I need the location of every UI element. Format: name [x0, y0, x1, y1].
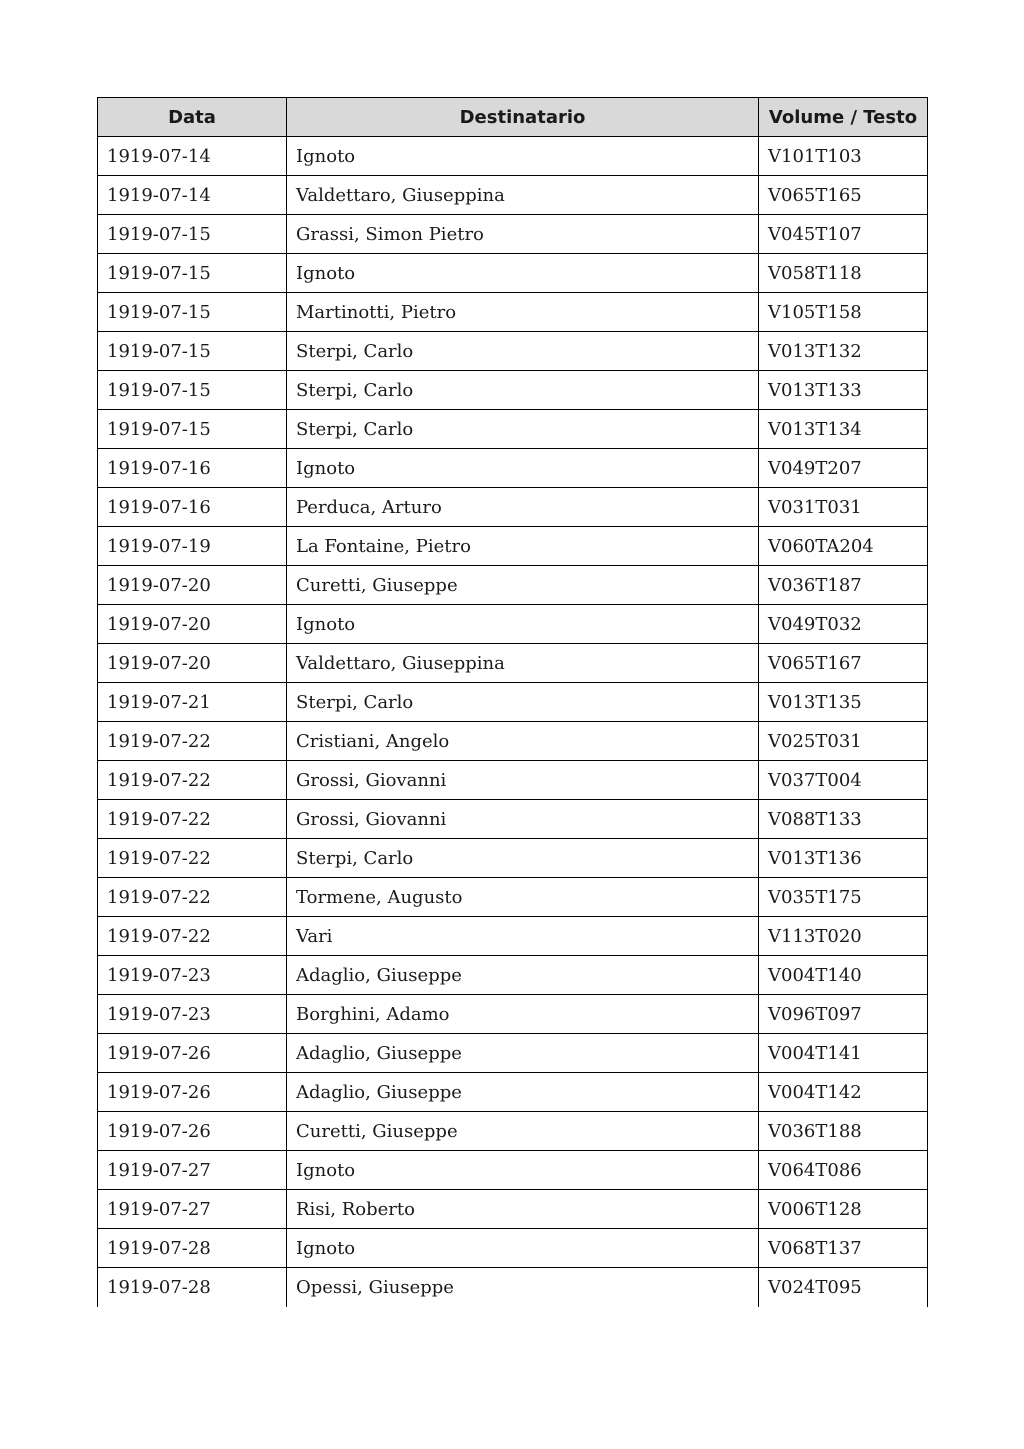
cell-volume-text: V036T187: [759, 566, 928, 605]
cell-recipient: Ignoto: [287, 1151, 759, 1190]
cell-volume-text: V045T107: [759, 215, 928, 254]
cell-volume-text: V013T135: [759, 683, 928, 722]
letters-table-container: [97, 97, 927, 1307]
table-row: [98, 839, 928, 878]
cell-recipient: Grossi, Giovanni: [287, 800, 759, 839]
table-row: [98, 254, 928, 293]
cell-volume-text: V105T158: [759, 293, 928, 332]
table-row: [98, 1073, 928, 1112]
cell-volume-text: V088T133: [759, 800, 928, 839]
cell-volume-text: V065T165: [759, 176, 928, 215]
cell-date: 1919-07-22: [98, 839, 287, 878]
cell-recipient: Ignoto: [287, 1229, 759, 1268]
cell-date: 1919-07-28: [98, 1268, 287, 1307]
table-row: [98, 761, 928, 800]
cell-recipient: Sterpi, Carlo: [287, 839, 759, 878]
cell-date: 1919-07-16: [98, 449, 287, 488]
cell-date: 1919-07-22: [98, 917, 287, 956]
table-row: [98, 956, 928, 995]
cell-date: 1919-07-14: [98, 176, 287, 215]
cell-volume-text: V024T095: [759, 1268, 928, 1307]
table-row: [98, 215, 928, 254]
table-row: [98, 1112, 928, 1151]
cell-volume-text: V035T175: [759, 878, 928, 917]
cell-volume-text: V060TA204: [759, 527, 928, 566]
cell-recipient: Ignoto: [287, 605, 759, 644]
cell-recipient: Borghini, Adamo: [287, 995, 759, 1034]
table-row: [98, 605, 928, 644]
cell-volume-text: V004T140: [759, 956, 928, 995]
cell-recipient: Curetti, Giuseppe: [287, 566, 759, 605]
cell-volume-text: V013T133: [759, 371, 928, 410]
cell-date: 1919-07-20: [98, 644, 287, 683]
cell-recipient: Perduca, Arturo: [287, 488, 759, 527]
cell-volume-text: V037T004: [759, 761, 928, 800]
letters-table: [97, 97, 928, 1307]
table-row: [98, 644, 928, 683]
cell-recipient: Sterpi, Carlo: [287, 371, 759, 410]
table-row: [98, 878, 928, 917]
table-row: [98, 176, 928, 215]
cell-date: 1919-07-27: [98, 1151, 287, 1190]
cell-volume-text: V031T031: [759, 488, 928, 527]
cell-date: 1919-07-15: [98, 293, 287, 332]
cell-volume-text: V064T086: [759, 1151, 928, 1190]
cell-recipient: Valdettaro, Giuseppina: [287, 644, 759, 683]
cell-volume-text: V113T020: [759, 917, 928, 956]
cell-date: 1919-07-15: [98, 371, 287, 410]
cell-recipient: Ignoto: [287, 449, 759, 488]
cell-recipient: Curetti, Giuseppe: [287, 1112, 759, 1151]
cell-volume-text: V068T137: [759, 1229, 928, 1268]
table-row: [98, 1190, 928, 1229]
table-row: [98, 488, 928, 527]
table-body: [98, 137, 928, 1307]
table-row: [98, 410, 928, 449]
cell-volume-text: V013T134: [759, 410, 928, 449]
cell-recipient: Ignoto: [287, 254, 759, 293]
table-row: [98, 371, 928, 410]
cell-recipient: Sterpi, Carlo: [287, 332, 759, 371]
cell-date: 1919-07-22: [98, 761, 287, 800]
cell-date: 1919-07-26: [98, 1073, 287, 1112]
cell-recipient: Grassi, Simon Pietro: [287, 215, 759, 254]
cell-date: 1919-07-15: [98, 332, 287, 371]
cell-date: 1919-07-26: [98, 1034, 287, 1073]
cell-date: 1919-07-19: [98, 527, 287, 566]
cell-date: 1919-07-16: [98, 488, 287, 527]
cell-date: 1919-07-28: [98, 1229, 287, 1268]
table-row: [98, 449, 928, 488]
column-header-recipient: Destinatario: [287, 98, 759, 137]
cell-date: 1919-07-21: [98, 683, 287, 722]
cell-recipient: Opessi, Giuseppe: [287, 1268, 759, 1307]
table-row: [98, 137, 928, 176]
cell-recipient: Risi, Roberto: [287, 1190, 759, 1229]
cell-recipient: Sterpi, Carlo: [287, 410, 759, 449]
cell-volume-text: V013T136: [759, 839, 928, 878]
cell-volume-text: V006T128: [759, 1190, 928, 1229]
table-row: [98, 1229, 928, 1268]
cell-volume-text: V049T207: [759, 449, 928, 488]
cell-date: 1919-07-15: [98, 254, 287, 293]
table-row: [98, 527, 928, 566]
cell-volume-text: V101T103: [759, 137, 928, 176]
table-row: [98, 995, 928, 1034]
cell-volume-text: V004T141: [759, 1034, 928, 1073]
cell-date: 1919-07-27: [98, 1190, 287, 1229]
cell-date: 1919-07-20: [98, 605, 287, 644]
cell-recipient: Adaglio, Giuseppe: [287, 956, 759, 995]
cell-recipient: Cristiani, Angelo: [287, 722, 759, 761]
table-row: [98, 683, 928, 722]
cell-recipient: Adaglio, Giuseppe: [287, 1073, 759, 1112]
cell-volume-text: V036T188: [759, 1112, 928, 1151]
table-row: [98, 800, 928, 839]
cell-date: 1919-07-14: [98, 137, 287, 176]
table-row: [98, 332, 928, 371]
cell-volume-text: V013T132: [759, 332, 928, 371]
cell-recipient: Valdettaro, Giuseppina: [287, 176, 759, 215]
cell-date: 1919-07-15: [98, 215, 287, 254]
cell-date: 1919-07-23: [98, 956, 287, 995]
table-row: [98, 917, 928, 956]
cell-volume-text: V058T118: [759, 254, 928, 293]
table-row: [98, 1034, 928, 1073]
cell-date: 1919-07-22: [98, 878, 287, 917]
table-row: [98, 1151, 928, 1190]
cell-volume-text: V025T031: [759, 722, 928, 761]
table-row: [98, 566, 928, 605]
cell-date: 1919-07-22: [98, 800, 287, 839]
cell-volume-text: V096T097: [759, 995, 928, 1034]
cell-recipient: Vari: [287, 917, 759, 956]
cell-recipient: Adaglio, Giuseppe: [287, 1034, 759, 1073]
cell-recipient: La Fontaine, Pietro: [287, 527, 759, 566]
column-header-date: Data: [98, 98, 287, 137]
cell-recipient: Ignoto: [287, 137, 759, 176]
table-row: [98, 1268, 928, 1307]
cell-recipient: Grossi, Giovanni: [287, 761, 759, 800]
cell-volume-text: V065T167: [759, 644, 928, 683]
cell-volume-text: V004T142: [759, 1073, 928, 1112]
cell-date: 1919-07-15: [98, 410, 287, 449]
table-header-row: [98, 98, 928, 137]
cell-recipient: Martinotti, Pietro: [287, 293, 759, 332]
cell-volume-text: V049T032: [759, 605, 928, 644]
table-row: [98, 293, 928, 332]
cell-date: 1919-07-20: [98, 566, 287, 605]
cell-date: 1919-07-23: [98, 995, 287, 1034]
table-row: [98, 722, 928, 761]
column-header-volume-text: Volume / Testo: [759, 98, 928, 137]
cell-recipient: Tormene, Augusto: [287, 878, 759, 917]
cell-date: 1919-07-22: [98, 722, 287, 761]
cell-recipient: Sterpi, Carlo: [287, 683, 759, 722]
cell-date: 1919-07-26: [98, 1112, 287, 1151]
